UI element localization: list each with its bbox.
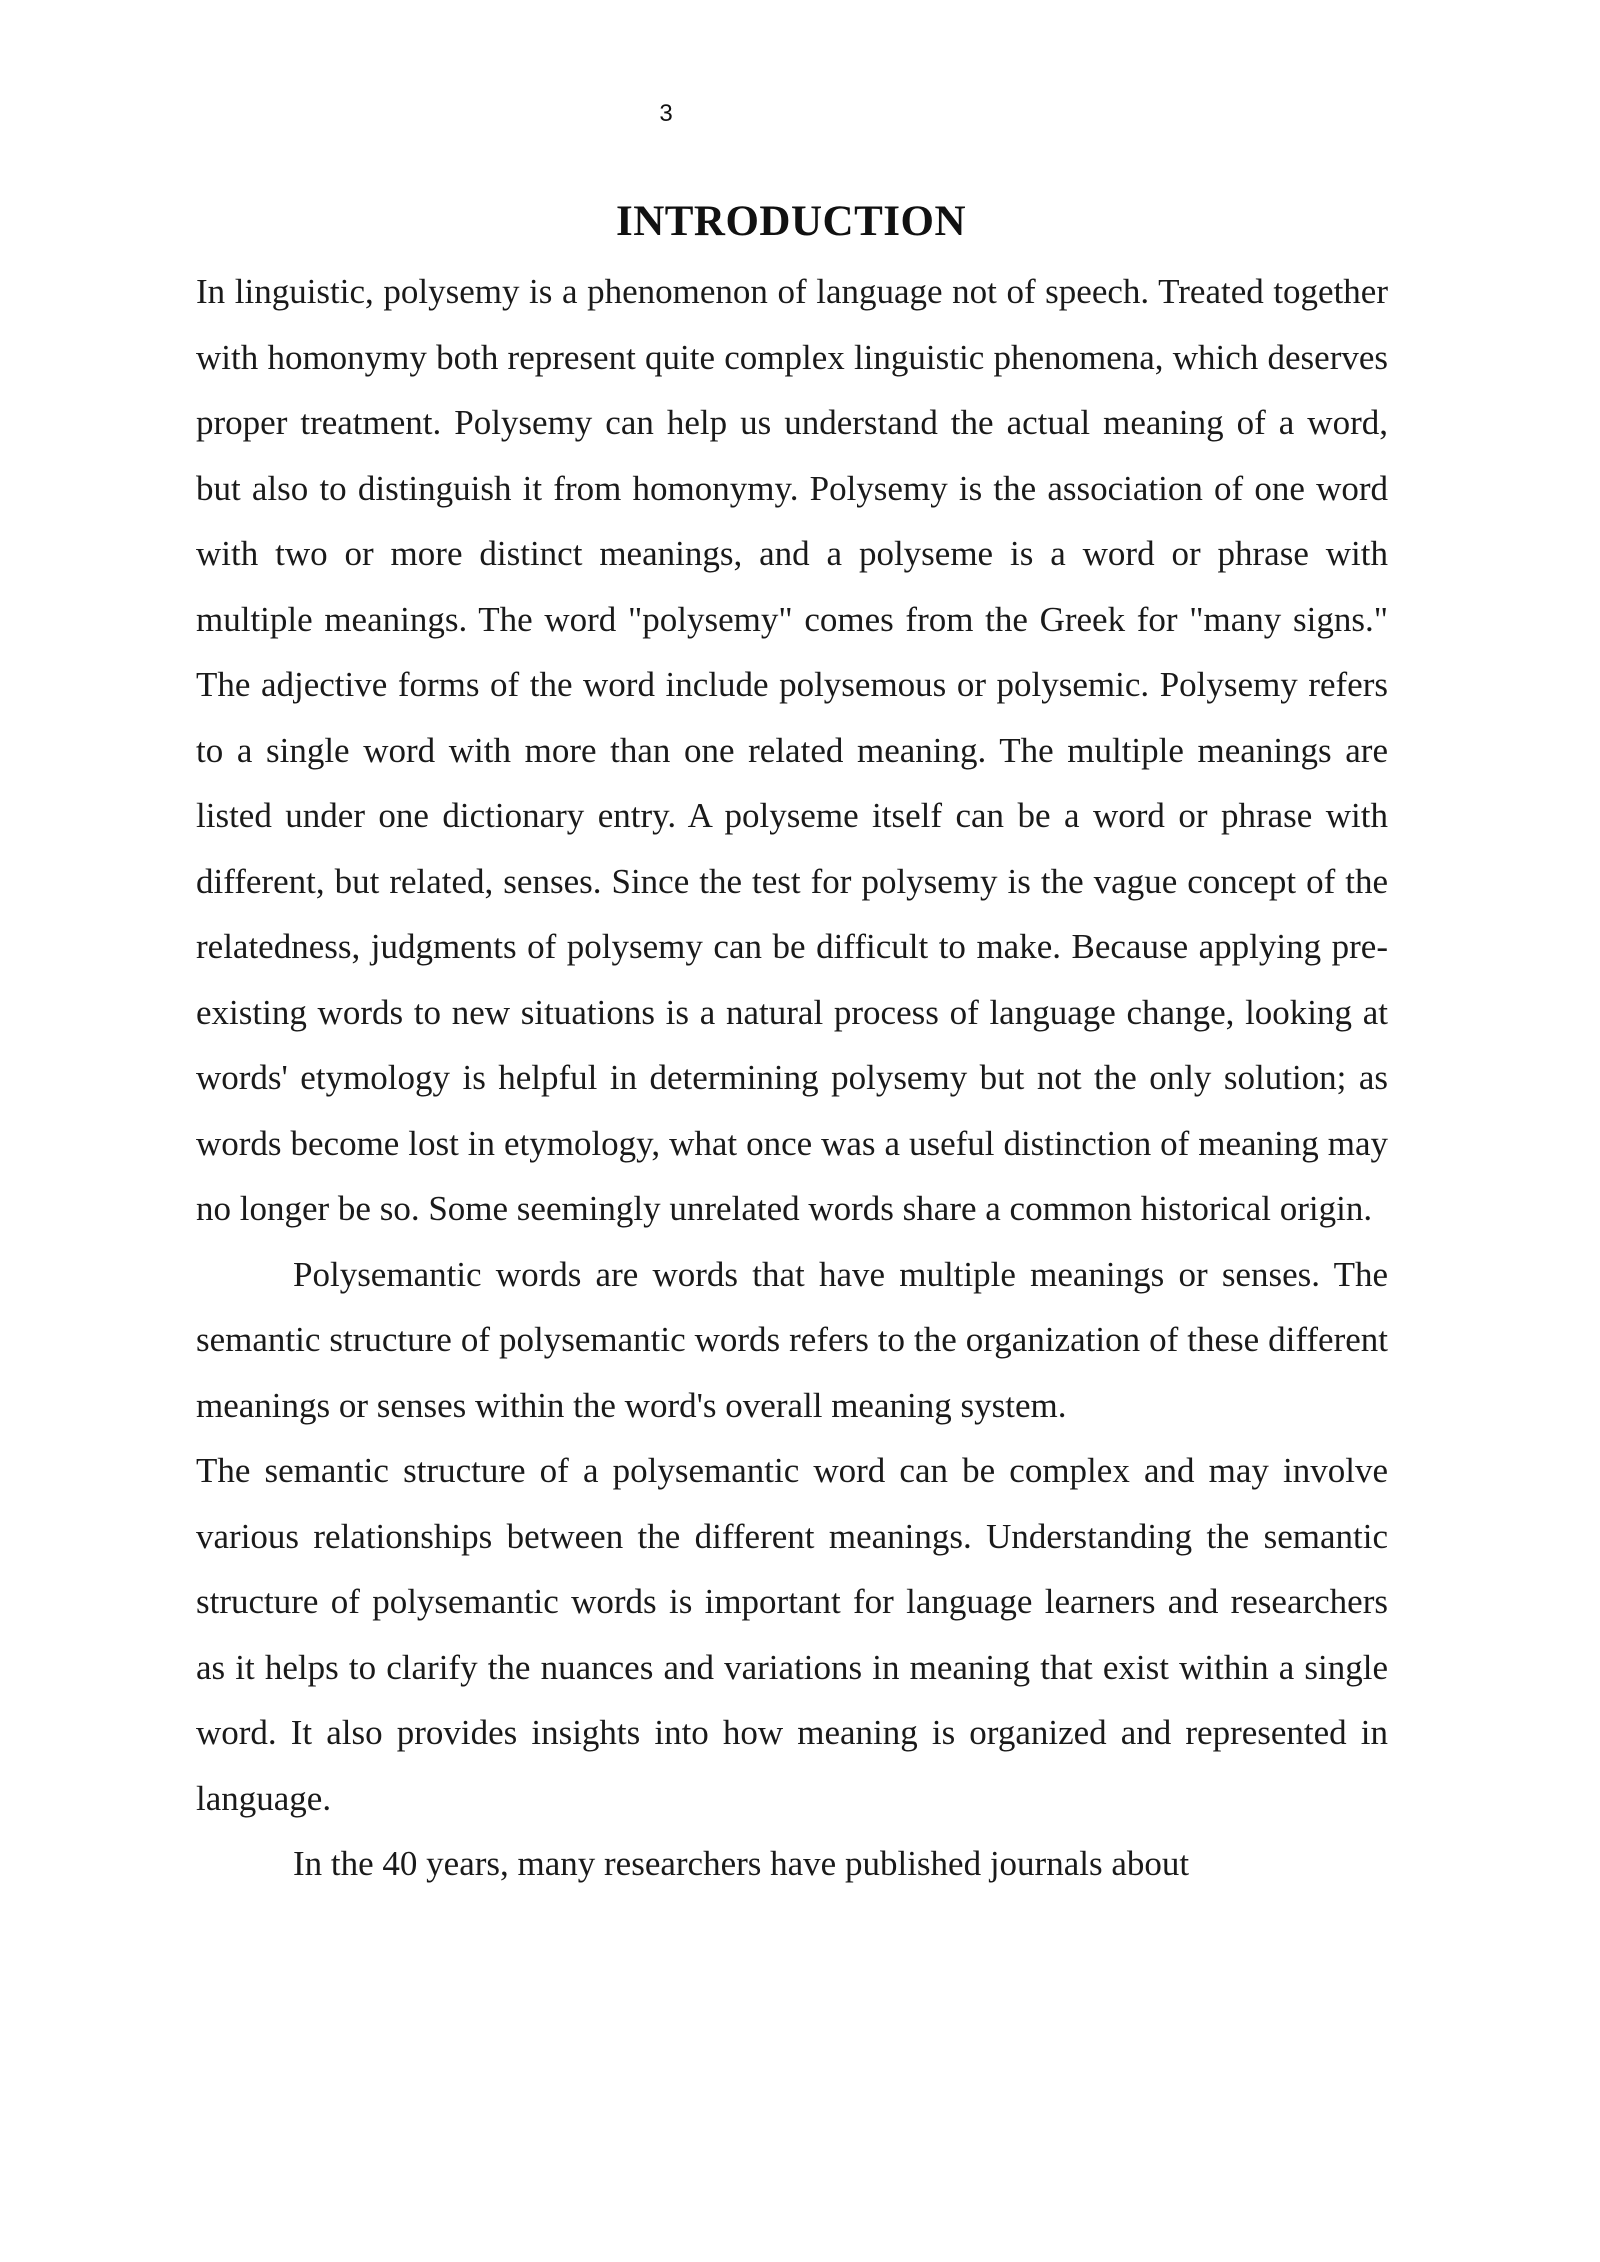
section-heading: INTRODUCTION — [615, 198, 967, 245]
page-number: 3 — [659, 100, 673, 127]
paragraph-2: Polysemantic words are words that have multiple meanings or senses. The semantic structure of polysemantic words refers to the organization of these different meanings or senses within the word's overall meaning system. — [196, 1254, 1388, 1425]
paragraph-1: In linguistic, polysemy is a phenomenon of language not of speech. Treated together with homonymy both represent quite complex linguistic phenomena, which deserves proper treatment. Polysemy can help us understand the actual meaning of a word, but also to distinguish it from homonymy. Polysemy is the association of one word with two or more distinct meanings, and a polyseme is a word or phrase with multiple meanings. The word "polysemy" comes from the Greek for "many signs." The adjective forms of the word include polysemous or polysemic. Polysemy refers to a single word with more than one related meaning. The multiple meanings are listed under one dictionary entry. A polyseme itself can be a word or phrase with different, but related, senses. Since the test for polysemy is the vague concept of the relatedness, judgments of polysemy can be difficult to make. Because applying pre-existing words to new situations is a natural process of language change, looking at words' etymology is helpful in determining polysemy but not the only solution; as words become lost in etymology, what once was a useful distinction of meaning may no longer be so. Some seemingly unrelated words share a common historical origin. — [196, 272, 1388, 1228]
paragraph-4: In the 40 years, many researchers have published journals about — [293, 1844, 1190, 1883]
body-text — [196, 259, 1388, 1897]
paragraph-3: The semantic structure of a polysemantic word can be complex and may involve various relationships between the different meanings. Understanding the semantic structure of polysemantic words is important for language learners and researchers as it helps to clarify the nuances and variations in meaning that exist within a single word. It also provides insights into how meaning is organized and represented in language. — [196, 1451, 1388, 1818]
